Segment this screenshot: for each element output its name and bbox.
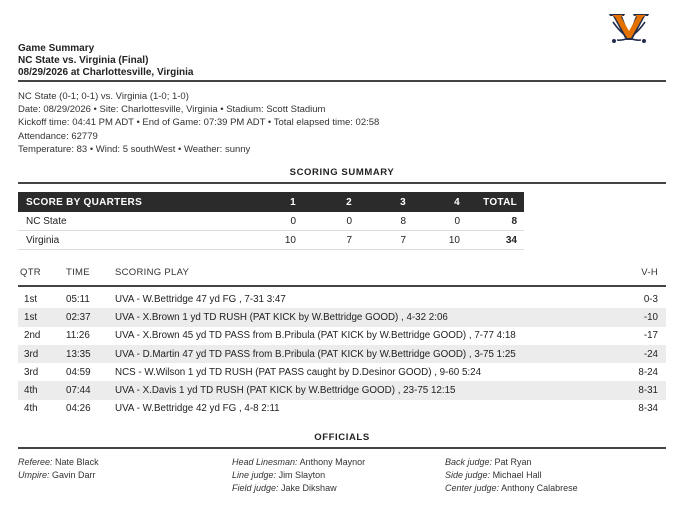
info-date-site: Date: 08/29/2026 • Site: Charlottesville, Virginia • Stadium: Scott Stadium [18, 104, 326, 116]
official-umpire [18, 469, 99, 482]
info-records: NC State (0-1; 0-1) vs. Virginia (1-0; 1-0) [18, 91, 189, 102]
play-qtr: 4th [24, 403, 38, 415]
official-role: Side judge: [445, 470, 491, 480]
official-role: Line judge: [232, 470, 277, 480]
header-matchup: NC State vs. Virginia (Final) [18, 55, 149, 66]
officials-column-1 [18, 456, 99, 482]
team-name: Virginia [26, 234, 60, 246]
official-name: Michael Hall [492, 470, 542, 480]
play-qtr: 2nd [24, 330, 41, 342]
info-attendance: Attendance: 62779 [18, 130, 98, 142]
header-scoring-play: SCORING PLAY [115, 266, 190, 278]
official-back-judge [445, 456, 578, 469]
official-side-judge [445, 469, 578, 482]
quarters-header-q2: 2 [346, 196, 352, 208]
q2-score: 7 [346, 234, 352, 246]
game-info [18, 90, 379, 156]
play-score: -24 [643, 348, 658, 360]
play-time: 04:26 [66, 403, 91, 415]
official-role: Center judge: [445, 483, 500, 493]
q2-score: 0 [346, 215, 352, 227]
scoring-play-row [18, 327, 666, 345]
quarters-header-label: SCORE BY QUARTERS [26, 196, 143, 208]
team-name: NC State [26, 215, 67, 227]
official-role: Head Linesman: [232, 457, 298, 467]
official-referee [18, 456, 99, 469]
play-description: NCS - W.Wilson 1 yd TD RUSH (PAT PASS caught by D.Desinor GOOD) , 9-60 5:24 [115, 366, 482, 378]
play-description: UVA - X.Brown 1 yd TD RUSH (PAT KICK by W.Bettridge GOOD) , 4-32 2:06 [115, 311, 448, 323]
play-description: UVA - D.Martin 47 yd TD PASS from B.Pribula (PAT KICK by W.Bettridge GOOD) , 3-75 1:25 [115, 348, 516, 360]
q4-score: 10 [448, 234, 460, 246]
scoring-play-row [18, 363, 666, 381]
header-title: Game Summary [18, 43, 95, 54]
scoring-plays-header [18, 262, 666, 282]
quarters-header-total: TOTAL [483, 196, 517, 208]
play-time: 07:44 [66, 385, 91, 397]
q3-score: 8 [400, 215, 406, 227]
scoring-plays-divider [18, 285, 666, 287]
official-name: Anthony Calabrese [501, 483, 578, 493]
play-time: 02:37 [66, 311, 91, 323]
scoring-summary-title: SCORING SUMMARY [289, 167, 395, 178]
official-name: Jake Dikshaw [281, 483, 337, 493]
officials-column-3 [445, 456, 578, 495]
scoring-play-row [18, 308, 666, 326]
play-score: 8-34 [638, 403, 658, 415]
official-name: Anthony Maynor [299, 457, 366, 467]
officials-column-2 [232, 456, 365, 495]
play-score: -10 [643, 311, 658, 323]
info-times: Kickoff time: 04:41 PM ADT • End of Game: 07:39 PM ADT • Total elapsed time: 02:58 [18, 117, 380, 129]
quarters-header-row [18, 192, 524, 212]
total-score: 8 [511, 215, 517, 227]
play-qtr: 1st [24, 311, 38, 323]
scoring-play-row [18, 381, 666, 399]
q1-score: 10 [284, 234, 296, 246]
play-time: 05:11 [66, 293, 90, 305]
official-role: Field judge: [232, 483, 279, 493]
quarters-header-q1: 1 [290, 196, 296, 208]
official-head-linesman [232, 456, 365, 469]
score-by-quarters-table [18, 192, 524, 250]
scoring-summary-divider [18, 182, 666, 184]
total-score: 34 [505, 234, 517, 246]
play-description: UVA - W.Bettridge 47 yd FG , 7-31 3:47 [115, 293, 286, 305]
official-field-judge [232, 482, 365, 495]
play-qtr: 3rd [24, 348, 39, 360]
official-name: Gavin Darr [52, 470, 96, 480]
play-description: UVA - X.Davis 1 yd TD RUSH (PAT KICK by W.Bettridge GOOD) , 23-75 12:15 [115, 385, 456, 397]
officials-divider [18, 447, 666, 449]
game-header [18, 43, 666, 79]
scoring-play-row [18, 400, 666, 418]
play-time: 04:59 [66, 366, 91, 378]
scoring-plays-list [18, 290, 666, 418]
official-role: Back judge: [445, 457, 493, 467]
header-qtr: QTR [20, 266, 41, 278]
header-date-location: 08/29/2026 at Charlottesville, Virginia [18, 67, 194, 78]
q4-score: 0 [454, 215, 460, 227]
play-qtr: 1st [24, 293, 38, 305]
header-vh: V-H [641, 266, 658, 278]
officials-title: OFFICIALS [314, 432, 370, 443]
play-description: UVA - X.Brown 45 yd TD PASS from B.Pribula (PAT KICK by W.Bettridge GOOD) , 7-77 4:18 [115, 330, 516, 342]
play-score: 8-24 [638, 366, 658, 378]
play-description: UVA - W.Bettridge 42 yd FG , 4-8 2:11 [115, 403, 280, 415]
official-name: Nate Black [55, 457, 99, 467]
official-role: Umpire: [18, 470, 50, 480]
play-qtr: 3rd [24, 366, 39, 378]
header-time: TIME [66, 266, 90, 278]
quarters-row-ncstate [18, 212, 524, 231]
info-weather: Temperature: 83 • Wind: 5 southWest • Weather: sunny [18, 143, 251, 155]
scoring-play-row [18, 345, 666, 363]
play-time: 13:35 [66, 348, 91, 360]
scoring-play-row [18, 290, 666, 308]
play-time: 11:26 [66, 330, 90, 342]
quarters-header-q4: 4 [454, 196, 460, 208]
play-score: -17 [643, 330, 658, 342]
official-role: Referee: [18, 457, 53, 467]
q3-score: 7 [400, 234, 406, 246]
quarters-row-virginia [18, 231, 524, 250]
official-center-judge [445, 482, 578, 495]
q1-score: 0 [290, 215, 296, 227]
official-line-judge [232, 469, 365, 482]
play-score: 8-31 [638, 385, 658, 397]
play-qtr: 4th [24, 385, 38, 397]
quarters-header-q3: 3 [400, 196, 406, 208]
header-divider [18, 80, 666, 82]
official-name: Jim Slayton [278, 470, 326, 480]
official-name: Pat Ryan [494, 457, 532, 467]
play-score: 0-3 [643, 293, 658, 305]
